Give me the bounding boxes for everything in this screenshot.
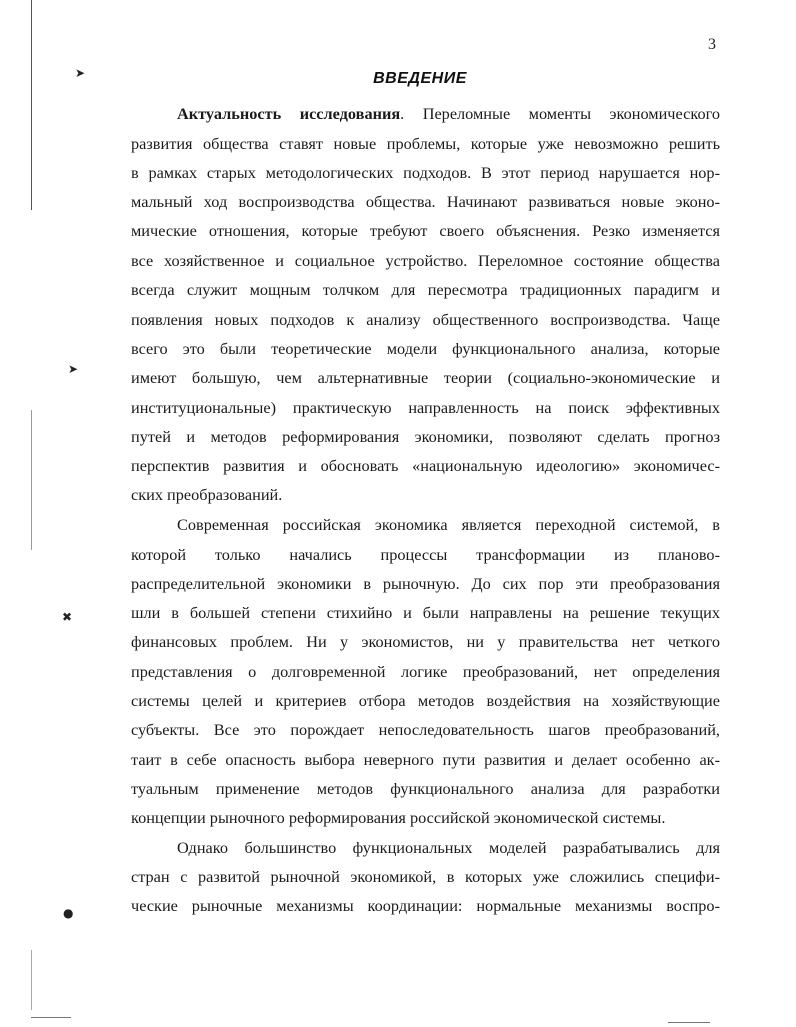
text-line: таит в себе опасность выбора неверного пути развития и делает особенно ак- [131,750,720,769]
text-line: путей и методов реформирования экономики, позволяют сделать прогноз [131,427,720,446]
bottom-rule-right [668,1022,710,1023]
text-line: перспектив развития и обосновать «национальную идеологию» экономичес- [131,456,720,475]
text-line: всего это были теоретические модели функционального анализа, которые [131,339,720,358]
text-line: финансовых проблем. Ни у экономистов, ни у правительства нет четкого [131,632,720,651]
text-line: которой только начались процессы трансформации из планово- [131,545,720,564]
text-line: туальным применение методов функционального анализа для разработки [131,779,720,798]
bottom-rule-left [31,1017,71,1018]
text-line: стран с развитой рыночной экономикой, в которых уже сложились специфи- [131,867,720,886]
text-line: мальный ход воспроизводства общества. Начинают развиваться новые эконо- [131,192,720,211]
text-line: ческие рыночные механизмы координации: нормальные механизмы воспро- [131,896,720,915]
text-line: Однако большинство функциональных моделей разрабатывались для [177,838,720,857]
margin-mark: ➤ [75,66,86,80]
text-line: появления новых подходов к анализу общественного воспроизводства. Чаще [131,310,720,329]
text-line: мические отношения, которые требуют своего объяснения. Резко изменяется [131,221,720,240]
text-line: шли в большей степени стихийно и были направлены на решение текущих [131,603,720,622]
margin-mark: ✖ [62,610,73,624]
text-line: имеют большую, чем альтернативные теории (социально-экономические и [131,368,720,387]
text-line: ских преобразований. [131,485,283,504]
left-binding-rule [31,410,32,550]
text-line: системы целей и критериев отбора методов воздействия на хозяйствующие [131,691,720,710]
text-line: распределительной экономики в рыночную. До сих пор эти преобразования [131,574,720,593]
text-line: всегда служит мощным толчком для пересмотра традиционных парадигм и [131,280,720,299]
margin-mark: ➤ [68,362,79,376]
text-line: Актуальность исследования. Переломные моменты экономического [177,104,720,123]
margin-mark: ● [63,906,74,920]
text-line: концепции рыночного реформирования российской экономической системы. [131,808,666,827]
text-line: Современная российская экономика является переходной системой, в [177,515,720,534]
text-line: субъекты. Все это порождает непоследовательность шагов преобразований, [131,720,720,739]
text-line: институциональные) практическую направленность на поиск эффективных [131,398,720,417]
page-title: ВВЕДЕНИЕ [373,70,467,87]
text-line: в рамках старых методологических подходов. В этот период нарушается нор- [131,163,720,182]
left-binding-rule [31,0,32,210]
text-line: развития общества ставят новые проблемы, которые уже невозможно решить [131,134,720,153]
page-number: 3 [708,36,716,53]
section-title: Актуальность исследования [177,104,401,123]
text-line: представления о долговременной логике преобразований, нет определения [131,662,720,681]
left-binding-rule [31,950,32,1010]
text-line: все хозяйственное и социальное устройство. Переломное состояние общества [131,251,720,270]
